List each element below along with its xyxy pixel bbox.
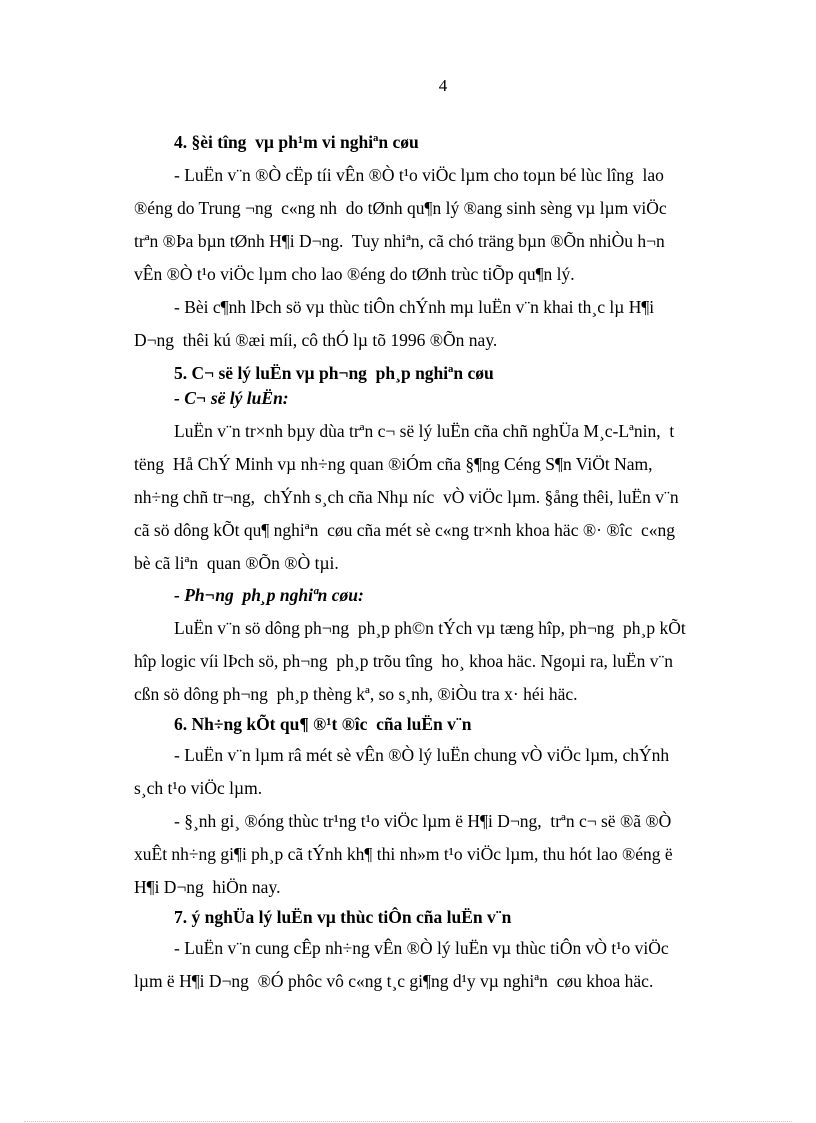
paragraph-line: s¸ch t¹o viÖc lµm. <box>134 778 263 798</box>
paragraph-line: D¬ng thêi kú ®æi míi, cô thÓ lµ tõ 1996 ®Õn nay. <box>134 330 498 350</box>
paragraph-line: - LuËn v¨n cung cÊp nh÷ng vÊn ®Ò lý luËn vµ thùc tiÔn vÒ t¹o viÖc <box>174 938 669 958</box>
section-5-heading: 5. C¬ së lý luËn vµ ph¬ng ph¸p nghiªn cøu <box>174 363 494 383</box>
paragraph-line: bè cã liªn quan ®Õn ®Ò tµi. <box>134 553 339 573</box>
subsection-method-heading: - Ph¬ng ph¸p nghiªn cøu: <box>174 585 364 605</box>
section-7-heading: 7. ý nghÜa lý luËn vµ thùc tiÔn cña luËn v¨n <box>174 907 512 927</box>
paragraph-line: - Bèi c¶nh lÞch sö vµ thùc tiÔn chÝnh mµ luËn v¨n khai th¸c lµ H¶i <box>174 297 655 317</box>
section-6-heading: 6. Nh÷ng kÕt qu¶ ®¹t ®îc cña luËn v¨n <box>174 714 472 734</box>
page-bottom-divider <box>24 1121 792 1122</box>
page-number: 4 <box>438 76 448 95</box>
paragraph-line: nh÷ng chñ tr¬ng, chÝnh s¸ch cña Nhµ níc vÒ viÖc lµm. §ång thêi, luËn v¨n <box>134 487 679 507</box>
paragraph-line: hîp logic víi lÞch sö, ph¬ng ph¸p trõu tîng ho¸ khoa häc. Ngoµi ra, luËn v¨n <box>134 651 674 671</box>
paragraph-line: - LuËn v¨n ®Ò cËp tíi vÊn ®Ò t¹o viÖc lµm cho toµn bé lùc lîng lao <box>174 165 664 185</box>
paragraph-line: LuËn v¨n tr×nh bµy dùa trªn c¬ së lý luËn cña chñ nghÜa M¸c-Lªnin, t <box>174 421 675 441</box>
paragraph-line: lµm ë H¶i D¬ng ®Ó phôc vô c«ng t¸c gi¶ng d¹y vµ nghiªn cøu khoa häc. <box>134 971 654 991</box>
paragraph-line: LuËn v¨n sö dông ph¬ng ph¸p ph©n tÝch vµ tæng hîp, ph¬ng ph¸p kÕt <box>174 618 686 638</box>
subsection-theory-heading: - C¬ së lý luËn: <box>174 388 289 408</box>
paragraph-line: cßn sö dông ph¬ng ph¸p thèng kª, so s¸nh, ®iÒu tra x· héi häc. <box>134 684 578 704</box>
paragraph-line: vÊn ®Ò t¹o viÖc lµm cho lao ®éng do tØnh trùc tiÕp qu¶n lý. <box>134 264 575 284</box>
paragraph-line: ®éng do Trung ¬ng c«ng nh do tØnh qu¶n lý ®ang sinh sèng vµ lµm viÖc <box>134 198 667 218</box>
section-4-heading: 4. §èi tîng vµ ph¹m vi nghiªn cøu <box>174 132 419 152</box>
paragraph-line: xuÊt nh÷ng gi¶i ph¸p cã tÝnh kh¶ thi nh»m t¹o viÖc lµm, thu hót lao ®éng ë <box>134 844 673 864</box>
paragraph-line: trªn ®Þa bµn tØnh H¶i D¬ng. Tuy nhiªn, cã chó träng bµn ®Õn nhiÒu h¬n <box>134 231 665 251</box>
paragraph-line: H¶i D¬ng hiÖn nay. <box>134 877 281 897</box>
paragraph-line: cã sö dông kÕt qu¶ nghiªn cøu cña mét sè c«ng tr×nh khoa häc ®· ®îc c«ng <box>134 520 676 540</box>
paragraph-line: - LuËn v¨n lµm râ mét sè vÊn ®Ò lý luËn chung vÒ viÖc lµm, chÝnh <box>174 745 670 765</box>
paragraph-line: tëng Hå ChÝ Minh vµ nh÷ng quan ®iÓm cña §¶ng Céng S¶n ViÖt Nam, <box>134 454 653 474</box>
paragraph-line: - §¸nh gi¸ ®óng thùc tr¹ng t¹o viÖc lµm ë H¶i D¬ng, trªn c¬ së ®ã ®Ò <box>174 811 672 831</box>
